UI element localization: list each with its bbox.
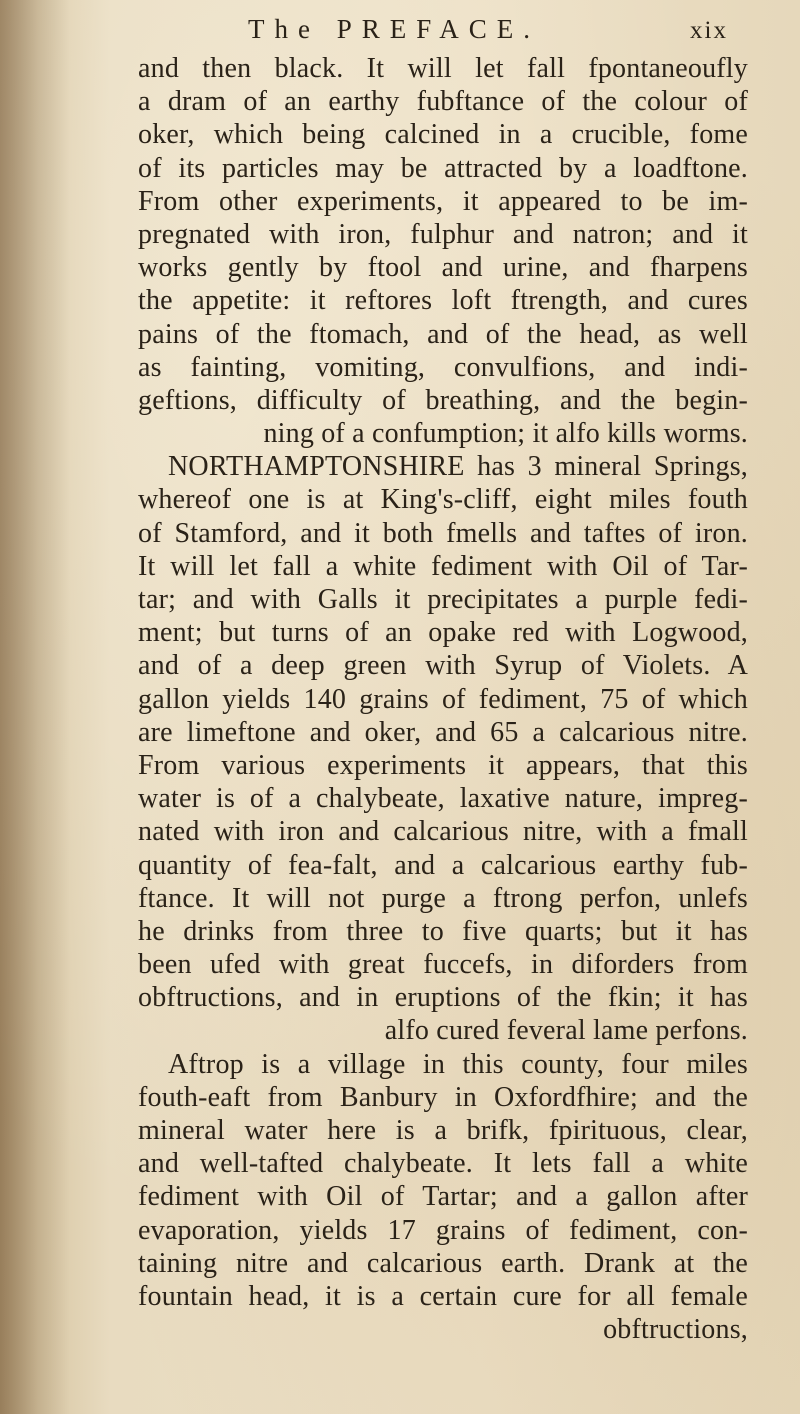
text-line: ning of a confumption; it alfo kills worms.: [263, 418, 748, 450]
text-line: quantity of fea-falt, and a calcarious earthy fub-: [138, 849, 748, 881]
text-line: of Stamford, and it both fmells and taftes of iron.: [138, 517, 748, 549]
text-line: nated with iron and calcarious nitre, with a fmall: [138, 816, 748, 848]
text-line: pregnated with iron, fulphur and natron; and it: [138, 218, 748, 250]
text-line: he drinks from three to five quarts; but it has: [138, 915, 748, 947]
text-line: of its particles may be attracted by a loadftone.: [138, 152, 748, 184]
text-line: fediment with Oil of Tartar; and a gallon after: [138, 1181, 748, 1213]
text-line: It will let fall a white fediment with Oil of Tar-: [138, 550, 748, 582]
text-line: been ufed with great fuccefs, in diforders from: [138, 949, 748, 981]
text-line: obftructions, and in eruptions of the fkin; it has: [138, 982, 748, 1014]
text-line: mineral water here is a brifk, fpirituous, clear,: [138, 1115, 748, 1146]
text-line: fouth-eaft from Banbury in Oxfordfhire; and the: [138, 1081, 748, 1113]
body-text: [138, 52, 748, 1346]
text-line: fountain head, it is a certain cure for all female: [138, 1280, 748, 1312]
text-line: From various experiments it appears, that this: [138, 749, 748, 781]
text-line: Aftrop is a village in this county, four miles: [168, 1048, 748, 1080]
text-line: tar; and with Galls it precipitates a purple fedi-: [138, 584, 748, 615]
text-line: geftions, difficulty of breathing, and the begin-: [138, 384, 748, 416]
text-line: evaporation, yields 17 grains of fediment, con-: [138, 1214, 748, 1246]
text-line: works gently by ftool and urine, and fharpens: [138, 252, 748, 284]
text-line: NORTHAMPTONSHIRE has 3 mineral Springs,: [168, 451, 748, 483]
text-line: a dram of an earthy fubftance of the colour of: [138, 86, 748, 118]
text-line: the appetite: it reftores loft ftrength, and cures: [138, 285, 748, 317]
text-line: gallon yields 140 grains of fediment, 75 of which: [138, 683, 748, 715]
text-line: are limeftone and oker, and 65 a calcarious nitre.: [138, 716, 748, 748]
text-line: From other experiments, it appeared to be im-: [138, 185, 748, 217]
text-line: whereof one is at King's-cliff, eight miles fouth: [138, 484, 748, 516]
text-line: oker, which being calcined in a crucible, fome: [138, 119, 748, 151]
text-line: obftructions,: [603, 1314, 748, 1346]
text-line: and of a deep green with Syrup of Violets. A: [138, 650, 748, 682]
text-line: alfo cured feveral lame perfons.: [384, 1015, 748, 1047]
text-line: pains of the ftomach, and of the head, as well: [138, 318, 748, 350]
running-head: The PREFACE.: [248, 14, 541, 44]
text-line: taining nitre and calcarious earth. Drank at the: [138, 1247, 748, 1279]
text-line: ftance. It will not purge a ftrong perfon, unlefs: [138, 882, 748, 914]
text-line: ment; but turns of an opake red with Logwood,: [138, 617, 748, 649]
page-header: [0, 14, 800, 54]
text-line: as fainting, vomiting, convulfions, and indi-: [138, 351, 748, 383]
text-line: and well-tafted chalybeate. It lets fall a white: [138, 1148, 748, 1180]
page-number: xix: [690, 17, 728, 44]
page-gutter: [0, 0, 70, 1414]
text-line: water is of a chalybeate, laxative nature, impreg-: [138, 783, 748, 815]
text-line: and then black. It will let fall fpontaneoufly: [138, 53, 748, 84]
